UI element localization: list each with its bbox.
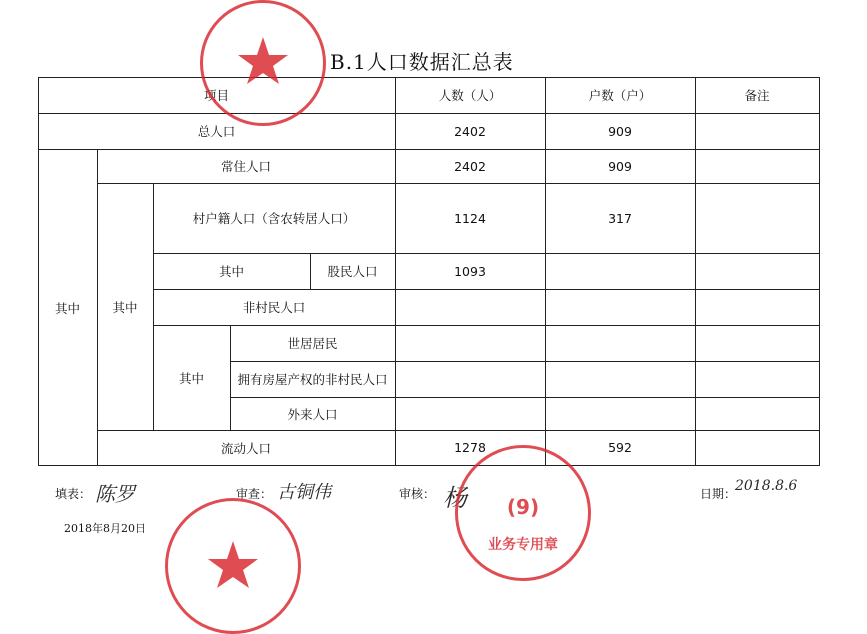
- row-hereditary-label: 世居居民: [287, 336, 338, 351]
- header-population: 人数（人）: [438, 88, 502, 103]
- group-label-level1: 其中: [54, 300, 80, 316]
- group-label-shareholder: 其中: [218, 264, 244, 279]
- auditor-label: 审核：: [399, 487, 436, 501]
- institute-business-stamp: [455, 445, 591, 581]
- row-shareholder-population: 1093: [454, 263, 486, 279]
- population-summary-table: [38, 77, 820, 466]
- village-committee-stamp: [200, 0, 326, 126]
- header-households: 户数（户）: [588, 88, 652, 103]
- star-icon: [238, 37, 288, 84]
- row-village-hukou-population: 1124: [454, 210, 486, 226]
- group-label-level2: 其中: [112, 300, 138, 315]
- row-resident-households: 909: [608, 158, 632, 174]
- stamp-date: 2018年8月20日: [64, 522, 146, 535]
- row-floating-population: 1278: [454, 440, 486, 455]
- filler-label: 填表：: [55, 487, 92, 501]
- town-government-stamp: [165, 498, 301, 634]
- page-title: B.1人口数据汇总表: [330, 50, 514, 74]
- table-border-right: [819, 77, 820, 466]
- filler-signature: 陈罗: [95, 482, 135, 506]
- handwritten-date: 2018.8.6: [735, 478, 798, 494]
- row-total-households: 909: [608, 123, 632, 139]
- reviewer-label: 审查：: [236, 487, 273, 501]
- row-village-hukou-label: 村户籍人口（含农转居人口）: [192, 211, 356, 226]
- row-village-hukou-households: 317: [608, 210, 632, 226]
- stamp-center-text: (9): [506, 495, 540, 519]
- row-total-population: 2402: [454, 123, 486, 139]
- row-total-label: 总人口: [197, 124, 236, 139]
- row-property-owner-label: 拥有房屋产权的非村民人口: [237, 372, 388, 387]
- group-label-non-village: 其中: [178, 371, 204, 386]
- row-shareholder-label: 股民人口: [327, 264, 378, 279]
- row-non-village-label: 非村民人口: [242, 300, 306, 315]
- row-resident-population: 2402: [454, 158, 486, 174]
- header-notes: 备注: [744, 88, 770, 103]
- star-icon: [208, 541, 258, 588]
- table-border-bottom: [38, 465, 820, 466]
- auditor-signature: 杨: [443, 484, 467, 512]
- row-floating-label: 流动人口: [220, 440, 271, 456]
- row-floating-households: 592: [608, 440, 632, 455]
- row-resident-label: 常住人口: [220, 159, 271, 174]
- col-line: [695, 77, 696, 466]
- stamp-bottom-text: 业务专用章: [488, 537, 558, 553]
- header-item: 项目: [203, 88, 229, 103]
- row-outsider-label: 外来人口: [287, 406, 338, 422]
- reviewer-signature: 古铜伟: [277, 482, 331, 503]
- date-label: 日期：: [700, 487, 737, 501]
